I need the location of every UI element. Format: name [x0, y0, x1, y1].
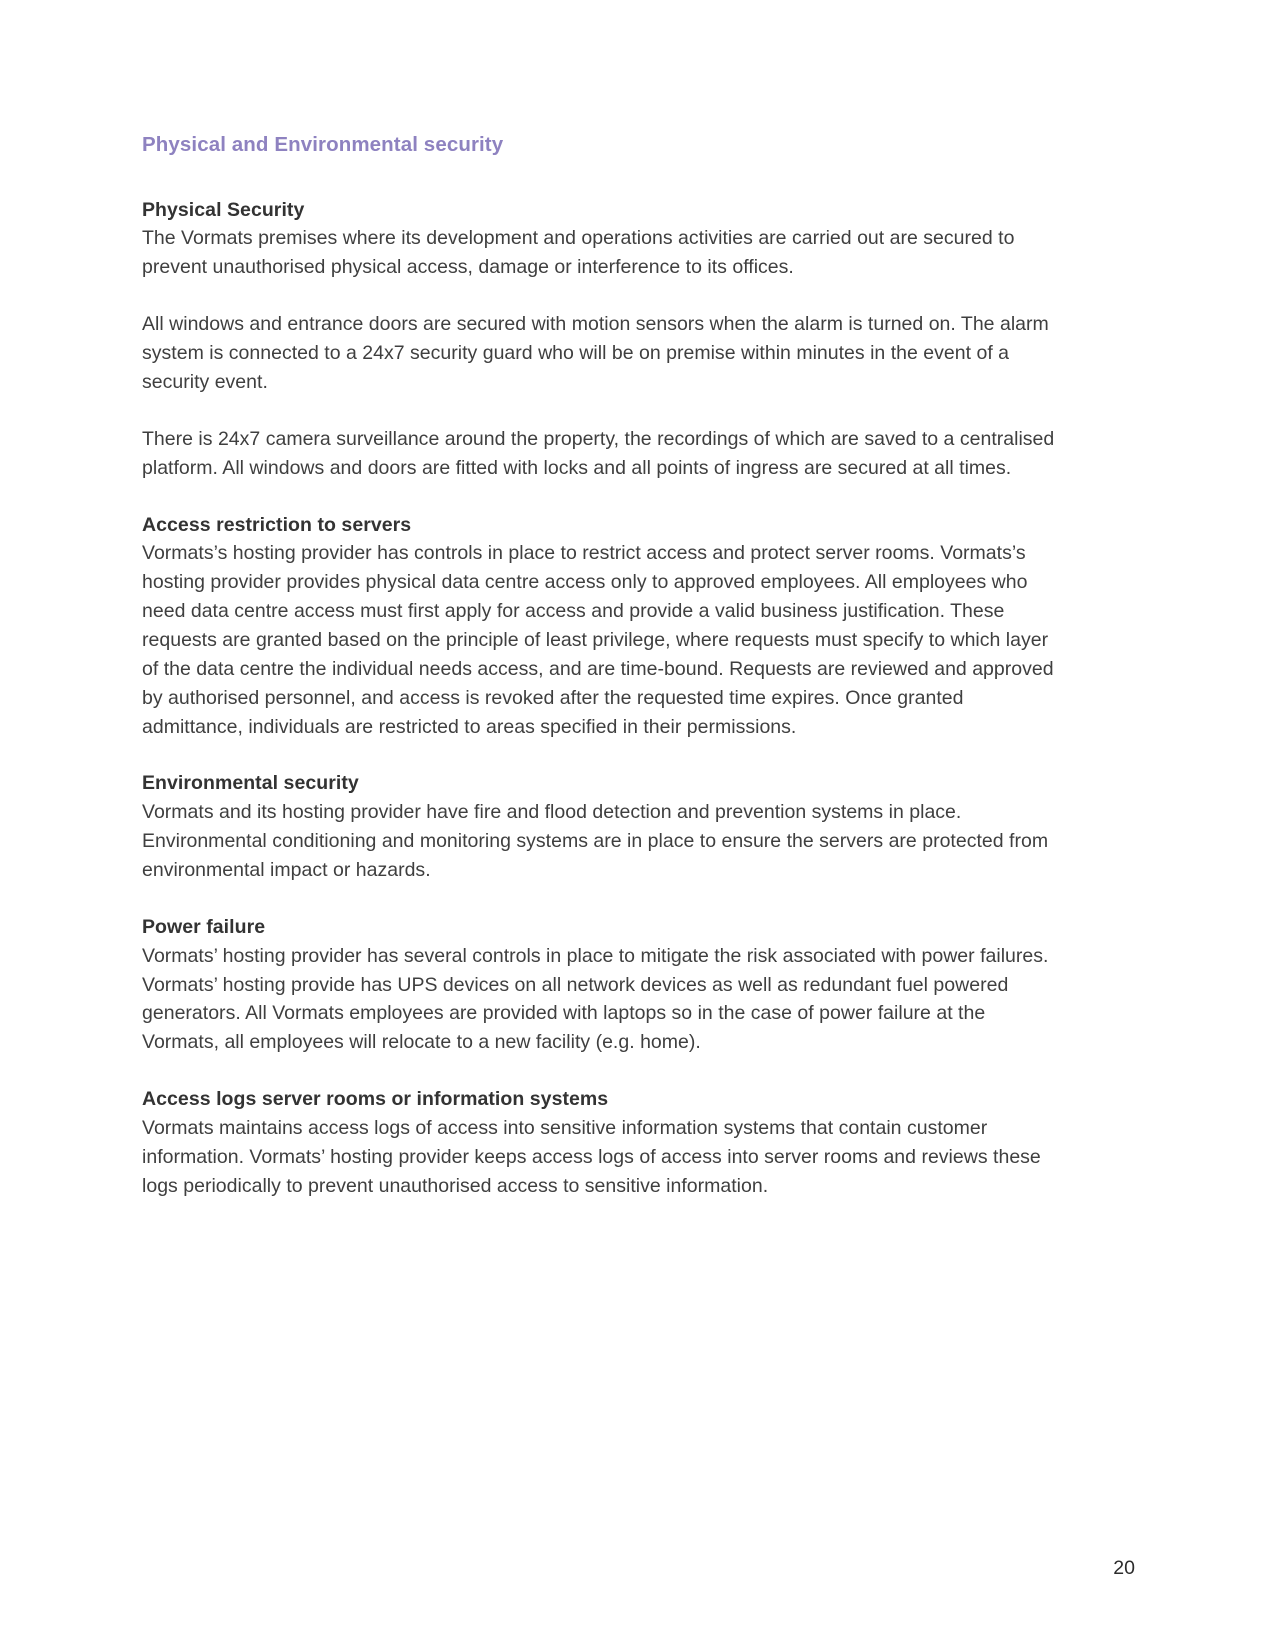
section-paragraph: Vormats maintains access logs of access into sensitive information systems that contain customer information. Vormats’ hosting provider keeps access logs of access into server rooms and reviews these logs periodically to prevent unauthorised access to sensitive information.: [142, 1116, 1047, 1197]
section-paragraph: The Vormats premises where its development and operations activities are carried out are secured to prevent unauthorised physical access, damage or interference to its offices.: [142, 227, 1020, 279]
section-paragraph: Vormats and its hosting provider have fire and flood detection and prevention systems in place. Environmental conditioning and monitoring systems are in place to ensure the servers are protected from environmental impact or hazards.: [142, 801, 1054, 881]
section-environmental-security: [142, 769, 1067, 884]
section-heading: Physical Security: [142, 198, 305, 221]
section-physical-security: [142, 196, 1067, 483]
section-access-restriction-to-servers: [142, 511, 1067, 742]
section-heading: Environmental security: [142, 772, 359, 795]
section-paragraph: Vormats’ hosting provider has several controls in place to mitigate the risk associated with power failures. Vormats’ hosting provide has UPS devices on all network devices as well as redundant fuel powered generators. All Vormats employees are provided with laptops so in the case of power failure at the Vormats, all employees will relocate to a new facility (e.g. home).: [142, 944, 1060, 1054]
section-access-logs: [142, 1085, 1067, 1200]
section-heading: Access restriction to servers: [142, 513, 412, 536]
page-title: Physical and Environmental security: [142, 133, 504, 156]
section-heading: Access logs server rooms or information systems: [142, 1088, 609, 1111]
section-paragraph: Vormats’s hosting provider has controls in place to restrict access and protect server rooms. Vormats’s hosting provider provides physical data centre access only to approved employees. All employees who need data centre access must first apply for access and provide a valid business justification. These requests are granted based on the principle of least privilege, where requests must specify to which layer of the data centre the individual needs access, and are time-bound. Requests are reviewed and approved by authorised personnel, and access is revoked after the requested time expires. Once granted admittance, individuals are restricted to areas specified in their permissions.: [142, 542, 1060, 738]
section-paragraph: There is 24x7 camera surveillance around the property, the recordings of which are saved to a centralised platform. All windows and doors are fitted with locks and all points of ingress are secured at all times.: [142, 427, 1060, 479]
section-paragraph: All windows and entrance doors are secured with motion sensors when the alarm is turned on. The alarm system is connected to a 24x7 security guard who will be on premise within minutes in the event of a security event.: [142, 313, 1055, 393]
document-content: [142, 132, 1067, 1201]
section-power-failure: [142, 913, 1067, 1057]
page-number: 20: [1113, 1556, 1135, 1579]
section-heading: Power failure: [142, 915, 266, 938]
